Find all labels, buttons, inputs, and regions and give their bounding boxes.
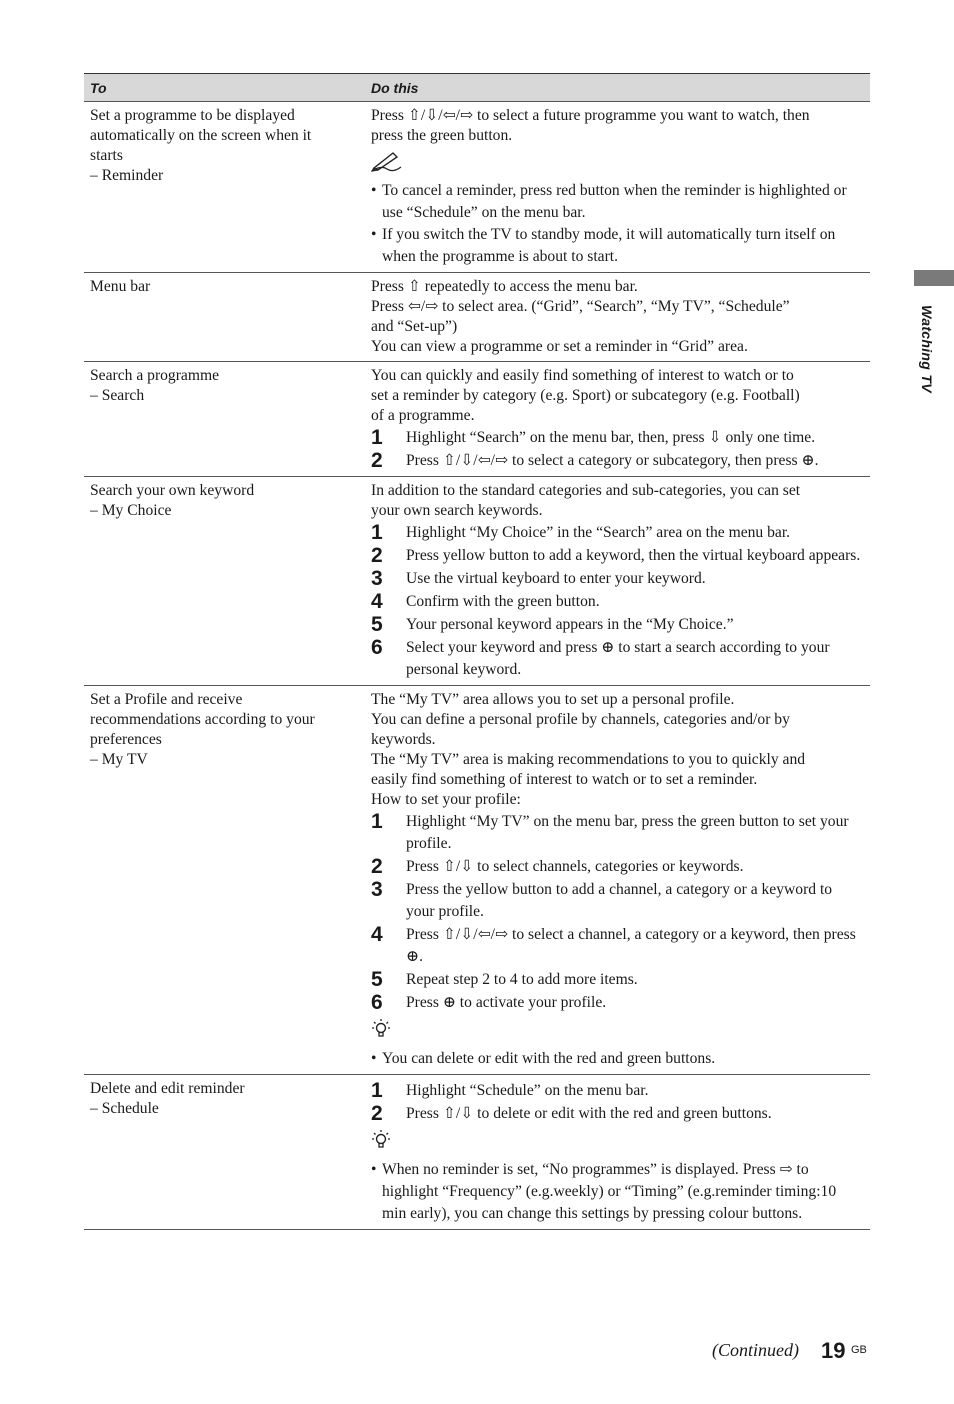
row-do-cell [365, 686, 870, 1075]
table-row [84, 273, 870, 362]
intro-line: Press ⇦/⇨ to select area. (“Grid”, “Search”, “My TV”, “Schedule” [371, 298, 790, 315]
to-line: – Search [90, 387, 145, 404]
to-line: – My Choice [90, 502, 172, 519]
row-do-cell [365, 362, 870, 477]
step-item [371, 637, 864, 681]
to-line: starts [90, 147, 123, 164]
step-text: Highlight “My TV” on the menu bar, press the green button to set your profile. [406, 813, 849, 852]
step-number: 1 [371, 810, 383, 833]
to-line: recommendations according to your [90, 711, 315, 728]
step-number: 2 [371, 1102, 383, 1125]
intro-line: keywords. [371, 731, 436, 748]
step-number: 3 [371, 878, 383, 901]
step-item [371, 879, 864, 923]
row-do-cell [365, 1075, 870, 1230]
table-row [84, 362, 870, 477]
intro-line: You can quickly and easily find something of interest to watch or to [371, 367, 794, 384]
lightbulb-tip-icon [371, 1018, 864, 1046]
step-item [371, 856, 864, 878]
to-line: Delete and edit reminder [90, 1080, 245, 1097]
step-item [371, 591, 864, 613]
lightbulb-tip-icon [371, 1129, 864, 1157]
continued-label: (Continued) [712, 1340, 799, 1360]
bullet-text: When no reminder is set, “No programmes” is displayed. Press ⇨ to highlight “Frequency” (e.g.weekly) or “Timing” (e.g.reminder timing:10 min early), you can change this settings by pressing colour buttons. [382, 1161, 837, 1222]
step-item [371, 614, 864, 636]
table-row [84, 686, 870, 1075]
row-do-cell [365, 477, 870, 686]
intro-line: You can view a programme or set a reminder in “Grid” area. [371, 338, 748, 355]
to-line: Set a Profile and receive [90, 691, 243, 708]
bullet-text: To cancel a reminder, press red button when the reminder is highlighted or use “Schedule” on the menu bar. [382, 182, 847, 221]
step-number: 4 [371, 923, 383, 946]
instruction-table [84, 73, 870, 1230]
step-item [371, 522, 864, 544]
step-text: Highlight “Schedule” on the menu bar. [406, 1082, 649, 1099]
row-to-cell [84, 477, 365, 686]
pencil-note-icon [371, 150, 864, 178]
intro-line: and “Set-up”) [371, 318, 458, 335]
step-text: Use the virtual keyboard to enter your keyword. [406, 570, 706, 587]
bullet-dot: • [371, 1161, 377, 1178]
row-to-cell [84, 1075, 365, 1230]
to-line: Search your own keyword [90, 482, 255, 499]
step-number: 6 [371, 636, 383, 659]
step-text: Press ⇧/⇩/⇦/⇨ to select a category or subcategory, then press ⊕. [406, 452, 819, 469]
row-to-cell [84, 362, 365, 477]
step-number: 3 [371, 567, 383, 590]
tip-bullet [371, 1159, 864, 1225]
row-do-cell [365, 273, 870, 362]
step-text: Press ⇧/⇩/⇦/⇨ to select a channel, a category or a keyword, then press ⊕. [406, 926, 856, 965]
to-line: Menu bar [90, 278, 151, 295]
intro-line: In addition to the standard categories and sub-categories, you can set [371, 482, 801, 499]
bullet-text: You can delete or edit with the red and green buttons. [382, 1050, 716, 1067]
step-number: 1 [371, 521, 383, 544]
intro-line: press the green button. [371, 127, 513, 144]
table-row [84, 102, 870, 273]
step-text: Press ⊕ to activate your profile. [406, 994, 607, 1011]
step-text: Press the yellow button to add a channel, a category or a keyword to your profile. [406, 881, 833, 920]
step-item [371, 1103, 864, 1125]
step-number: 2 [371, 544, 383, 567]
step-item [371, 969, 864, 991]
step-number: 2 [371, 449, 383, 472]
section-tab-marker [914, 270, 954, 286]
page-number: 19 [821, 1338, 846, 1363]
step-item [371, 924, 864, 968]
step-number: 1 [371, 426, 383, 449]
tip-bullet [371, 1048, 864, 1070]
header-do-this: Do this [365, 74, 870, 102]
to-line: Search a programme [90, 367, 220, 384]
intro-line: Press ⇧ repeatedly to access the menu bar. [371, 278, 638, 295]
to-line: automatically on the screen when it [90, 127, 312, 144]
bullet-text: If you switch the TV to standby mode, it will automatically turn itself on when the programme is about to start. [382, 226, 836, 265]
section-side-label: Watching TV [919, 305, 935, 393]
to-line: Set a programme to be displayed [90, 107, 295, 124]
table-row [84, 477, 870, 686]
step-text: Highlight “Search” on the menu bar, then, press ⇩ only one time. [406, 429, 816, 446]
step-text: Your personal keyword appears in the “My Choice.” [406, 616, 734, 633]
step-text: Select your keyword and press ⊕ to start a search according to your personal keyword. [406, 639, 830, 678]
intro-line: your own search keywords. [371, 502, 543, 519]
note-bullet [371, 224, 864, 268]
step-number: 5 [371, 968, 383, 991]
to-line: – Reminder [90, 167, 164, 184]
row-do-cell [365, 102, 870, 273]
step-item [371, 545, 864, 567]
bullet-dot: • [371, 1050, 377, 1067]
intro-line: The “My TV” area is making recommendations to you to quickly and [371, 751, 806, 768]
intro-line: You can define a personal profile by channels, categories and/or by [371, 711, 790, 728]
to-line: preferences [90, 731, 162, 748]
intro-line: easily find something of interest to watch or to set a reminder. [371, 771, 758, 788]
intro-line: of a programme. [371, 407, 475, 424]
to-line: – Schedule [90, 1100, 159, 1117]
step-text: Highlight “My Choice” in the “Search” area on the menu bar. [406, 524, 791, 541]
row-to-cell [84, 273, 365, 362]
intro-line: Press ⇧/⇩/⇦/⇨ to select a future programme you want to watch, then [371, 107, 810, 124]
intro-line: The “My TV” area allows you to set up a personal profile. [371, 691, 735, 708]
step-text: Press ⇧/⇩ to select channels, categories or keywords. [406, 858, 744, 875]
table-header-row [84, 74, 870, 102]
step-number: 6 [371, 991, 383, 1014]
row-to-cell [84, 686, 365, 1075]
header-to: To [84, 74, 365, 102]
step-item [371, 450, 864, 472]
bullet-dot: • [371, 182, 377, 199]
step-item [371, 1080, 864, 1102]
bullet-dot: • [371, 226, 377, 243]
region-code: GB [851, 1344, 867, 1356]
note-bullet [371, 180, 864, 224]
step-item [371, 992, 864, 1014]
step-number: 4 [371, 590, 383, 613]
step-item [371, 427, 864, 449]
step-number: 5 [371, 613, 383, 636]
step-text: Press ⇧/⇩ to delete or edit with the red and green buttons. [406, 1105, 772, 1122]
intro-line: How to set your profile: [371, 791, 521, 808]
step-number: 1 [371, 1079, 383, 1102]
step-item [371, 811, 864, 855]
step-text: Repeat step 2 to 4 to add more items. [406, 971, 638, 988]
row-to-cell [84, 102, 365, 273]
step-text: Press yellow button to add a keyword, then the virtual keyboard appears. [406, 547, 861, 564]
step-text: Confirm with the green button. [406, 593, 600, 610]
to-line: – My TV [90, 751, 148, 768]
step-number: 2 [371, 855, 383, 878]
intro-line: set a reminder by category (e.g. Sport) or subcategory (e.g. Football) [371, 387, 800, 404]
table-row [84, 1075, 870, 1230]
step-item [371, 568, 864, 590]
